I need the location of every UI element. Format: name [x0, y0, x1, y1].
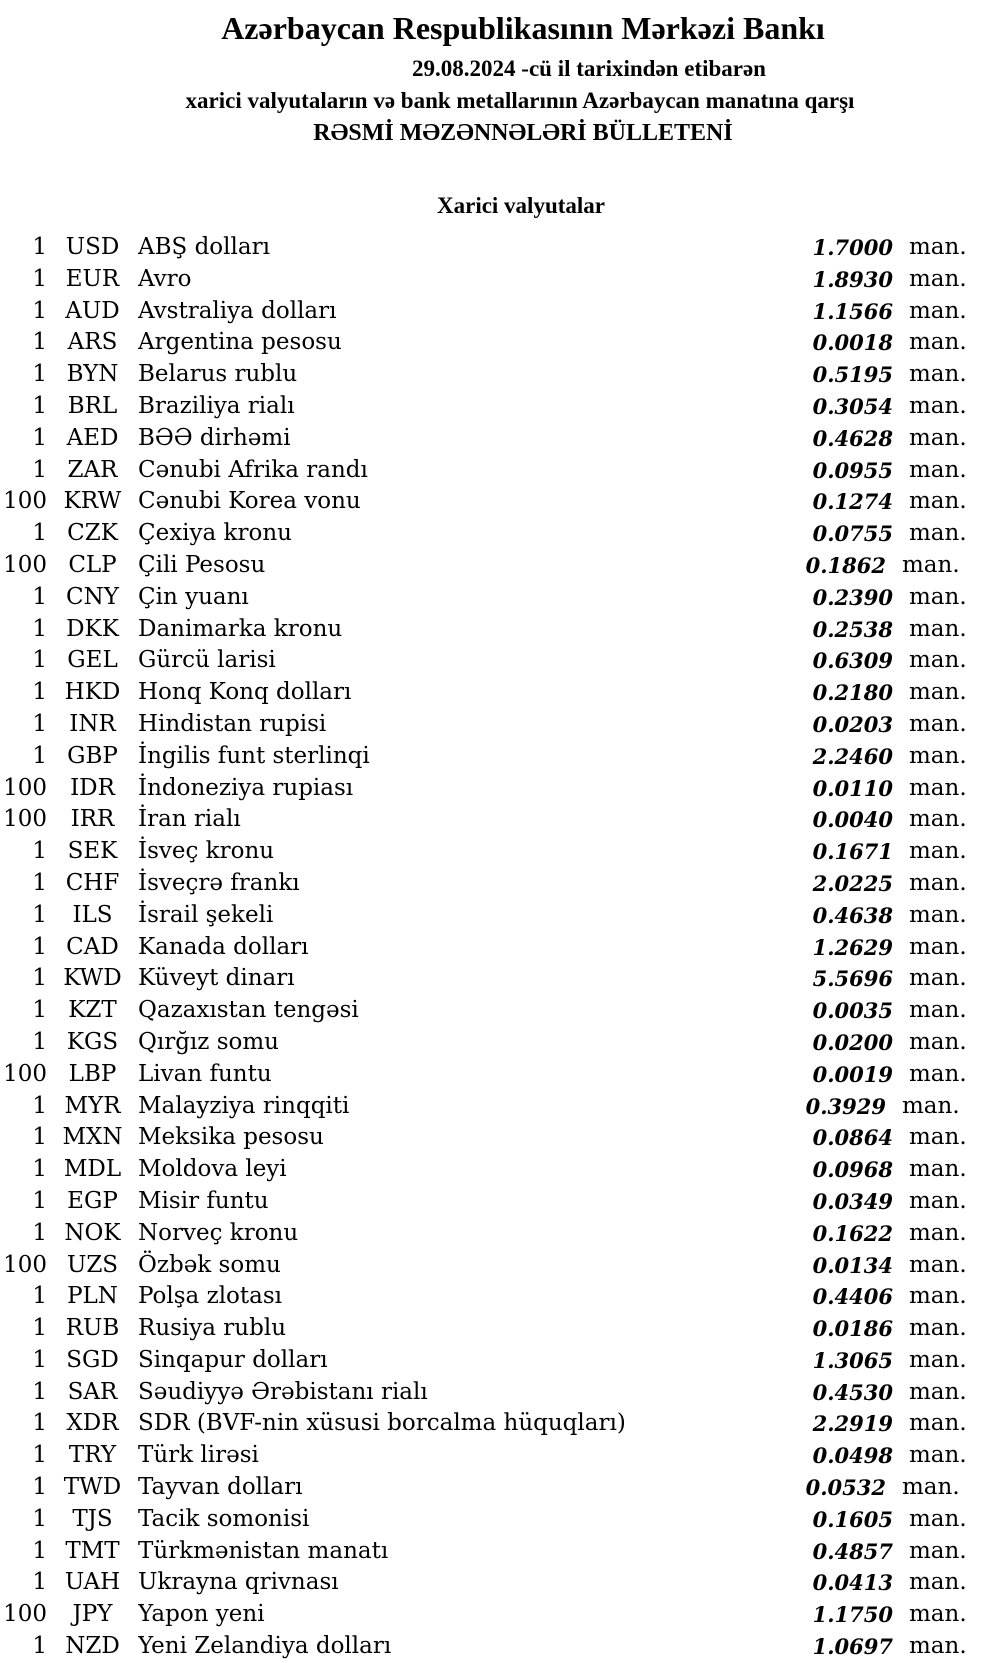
- qty-cell: 1: [32, 1633, 47, 1660]
- qty-cell: 1: [32, 456, 47, 483]
- rate-row: [0, 709, 1000, 741]
- name-cell: BƏƏ dirhəmi: [138, 424, 291, 451]
- qty-cell: 1: [32, 1537, 47, 1564]
- rate-row: [0, 264, 1000, 296]
- qty-cell: 1: [32, 1283, 47, 1310]
- rate-cell: 0.0203: [812, 711, 893, 737]
- rate-row: [0, 1250, 1000, 1282]
- unit-cell: man.: [909, 1346, 967, 1373]
- code-cell: USD: [65, 234, 120, 260]
- name-cell: Hindistan rupisi: [138, 710, 327, 737]
- rate-row: [0, 836, 1000, 868]
- name-cell: Avro: [138, 265, 192, 292]
- name-cell: Kanada dolları: [138, 933, 309, 960]
- qty-cell: 1: [32, 1124, 47, 1151]
- unit-cell: man.: [909, 1283, 967, 1310]
- unit-cell: man.: [909, 742, 967, 769]
- unit-cell: man.: [909, 647, 967, 674]
- unit-cell: man.: [909, 965, 967, 992]
- rate-row: [0, 518, 1000, 550]
- rate-row: [0, 486, 1000, 518]
- code-cell: KRW: [63, 488, 122, 515]
- code-cell: DKK: [66, 615, 119, 642]
- qty-cell: 1: [32, 424, 47, 451]
- code-cell: GEL: [67, 647, 118, 674]
- rate-cell: 0.1274: [812, 489, 893, 515]
- name-cell: Avstraliya dolları: [138, 297, 337, 324]
- unit-cell: man.: [909, 329, 967, 356]
- qty-cell: 1: [32, 520, 47, 547]
- qty-cell: 1: [32, 1156, 47, 1183]
- unit-cell: man.: [909, 583, 967, 610]
- name-cell: Qazaxıstan tengəsi: [138, 997, 359, 1024]
- rate-row: [0, 868, 1000, 900]
- rate-cell: 0.0186: [812, 1316, 893, 1342]
- code-cell: RUB: [65, 1315, 120, 1342]
- name-cell: SDR (BVF-nin xüsusi borcalma hüquqları): [138, 1410, 626, 1437]
- qty-cell: 1: [32, 1442, 47, 1469]
- unit-cell: man.: [909, 488, 967, 515]
- rate-cell: 0.4628: [812, 425, 893, 451]
- code-cell: TRY: [68, 1442, 117, 1469]
- qty-cell: 1: [32, 1474, 47, 1501]
- rate-row: [0, 582, 1000, 614]
- qty-cell: 1: [32, 965, 47, 992]
- qty-cell: 100: [3, 1251, 47, 1278]
- rate-cell: 0.0413: [812, 1570, 893, 1596]
- unit-cell: man.: [909, 901, 967, 928]
- rate-cell: 2.0225: [812, 870, 893, 896]
- rate-row: [0, 932, 1000, 964]
- rate-row: [0, 1313, 1000, 1345]
- name-cell: Braziliya rialı: [138, 392, 295, 419]
- qty-cell: 1: [32, 1505, 47, 1532]
- rate-cell: 0.0134: [812, 1252, 893, 1278]
- name-cell: İsrail şekeli: [138, 901, 274, 928]
- code-cell: AED: [66, 424, 119, 451]
- code-cell: EGP: [67, 1187, 118, 1214]
- name-cell: Yapon yeni: [138, 1601, 265, 1628]
- name-cell: Belarus rublu: [138, 361, 298, 388]
- rate-cell: 0.4857: [812, 1538, 893, 1564]
- qty-cell: 1: [32, 710, 47, 737]
- qty-cell: 1: [32, 742, 47, 769]
- name-cell: Livan funtu: [138, 1060, 272, 1087]
- qty-cell: 1: [32, 361, 47, 388]
- rate-row: [0, 1408, 1000, 1440]
- qty-cell: 1: [32, 265, 47, 292]
- qty-cell: 100: [3, 551, 47, 578]
- unit-cell: man.: [909, 392, 967, 419]
- unit-cell: man.: [909, 1569, 967, 1596]
- rate-cell: 0.0968: [812, 1157, 893, 1183]
- unit-cell: man.: [909, 615, 967, 642]
- code-cell: NOK: [64, 1219, 121, 1246]
- rate-cell: 0.0110: [812, 775, 893, 801]
- unit-cell: man.: [909, 1410, 967, 1437]
- unit-cell: man.: [909, 1505, 967, 1532]
- qty-cell: 1: [32, 1219, 47, 1246]
- name-cell: Küveyt dinarı: [138, 965, 295, 992]
- code-cell: ARS: [67, 329, 118, 356]
- scope-line: xarici valyutaların və bank metallarının Azərbaycan manatına qarşı: [185, 88, 855, 113]
- rate-row: [0, 296, 1000, 328]
- rate-row: [0, 1472, 1000, 1504]
- rate-cell: 1.0697: [812, 1634, 893, 1660]
- rate-row: [0, 900, 1000, 932]
- rate-cell: 0.2390: [812, 584, 893, 610]
- qty-cell: 1: [32, 1378, 47, 1405]
- rate-cell: 0.0755: [812, 521, 893, 547]
- qty-cell: 1: [32, 392, 47, 419]
- rate-row: [0, 1599, 1000, 1631]
- rate-row: [0, 804, 1000, 836]
- name-cell: Türk lirəsi: [138, 1442, 259, 1469]
- qty-cell: 100: [3, 488, 47, 515]
- unit-cell: man.: [909, 710, 967, 737]
- rate-cell: 0.4530: [812, 1379, 893, 1405]
- code-cell: SAR: [67, 1378, 118, 1405]
- unit-cell: man.: [909, 456, 967, 483]
- rate-cell: 1.8930: [812, 266, 893, 292]
- code-cell: INR: [69, 710, 116, 737]
- unit-cell: man.: [909, 1633, 967, 1660]
- rate-cell: 0.1671: [812, 839, 893, 865]
- unit-cell: man.: [909, 1315, 967, 1342]
- name-cell: Çexiya kronu: [138, 520, 292, 547]
- code-cell: AUD: [65, 297, 120, 324]
- rate-cell: 0.3929: [805, 1093, 886, 1119]
- rate-cell: 0.4638: [812, 902, 893, 928]
- rate-row: [0, 1345, 1000, 1377]
- code-cell: KWD: [63, 965, 122, 992]
- unit-cell: man.: [909, 933, 967, 960]
- unit-cell: man.: [909, 997, 967, 1024]
- unit-cell: man.: [909, 1187, 967, 1214]
- rate-row: [0, 741, 1000, 773]
- rate-cell: 0.0532: [805, 1475, 886, 1501]
- rate-cell: 1.1566: [812, 298, 893, 324]
- name-cell: Cənubi Afrika randı: [138, 456, 368, 483]
- code-cell: BRL: [67, 392, 118, 419]
- name-cell: Tayvan dolları: [138, 1474, 303, 1501]
- qty-cell: 1: [32, 933, 47, 960]
- qty-cell: 100: [3, 1060, 47, 1087]
- rate-cell: 1.1750: [812, 1602, 893, 1628]
- section-title-foreign-currencies: Xarici valyutalar: [437, 193, 605, 218]
- code-cell: LBP: [68, 1060, 117, 1087]
- code-cell: TMT: [65, 1537, 120, 1564]
- name-cell: Gürcü larisi: [138, 647, 276, 674]
- rate-cell: 0.0040: [812, 807, 893, 833]
- unit-cell: man.: [902, 1474, 960, 1501]
- rate-cell: 0.1605: [812, 1506, 893, 1532]
- code-cell: MDL: [63, 1156, 122, 1183]
- bulletin-title: RƏSMİ MƏZƏNNƏLƏRİ BÜLLETENİ: [313, 120, 733, 146]
- qty-cell: 1: [32, 1569, 47, 1596]
- rate-row: [0, 1027, 1000, 1059]
- code-cell: BYN: [66, 361, 119, 388]
- qty-cell: 1: [32, 615, 47, 642]
- qty-cell: 100: [3, 806, 47, 833]
- name-cell: Özbək somu: [138, 1251, 281, 1278]
- rate-row: [0, 963, 1000, 995]
- rate-row: [0, 1091, 1000, 1123]
- name-cell: İsveçrə frankı: [138, 869, 300, 896]
- code-cell: CAD: [66, 933, 119, 960]
- name-cell: İsveç kronu: [138, 838, 275, 865]
- rate-row: [0, 423, 1000, 455]
- qty-cell: 1: [32, 1028, 47, 1055]
- name-cell: Qırğız somu: [138, 1028, 279, 1055]
- unit-cell: man.: [909, 265, 967, 292]
- code-cell: GBP: [67, 742, 118, 769]
- name-cell: Çili Pesosu: [138, 551, 266, 578]
- rate-cell: 0.2538: [812, 616, 893, 642]
- qty-cell: 1: [32, 901, 47, 928]
- unit-cell: man.: [909, 1219, 967, 1246]
- name-cell: Sinqapur dolları: [138, 1346, 328, 1373]
- code-cell: MYR: [64, 1092, 121, 1119]
- rate-row: [0, 1440, 1000, 1472]
- qty-cell: 100: [3, 774, 47, 801]
- qty-cell: 1: [32, 1187, 47, 1214]
- name-cell: Malayziya rinqqiti: [138, 1092, 350, 1119]
- rate-cell: 0.6309: [812, 648, 893, 674]
- code-cell: CHF: [65, 869, 120, 896]
- name-cell: Meksika pesosu: [138, 1124, 324, 1151]
- rate-row: [0, 1059, 1000, 1091]
- qty-cell: 1: [32, 869, 47, 896]
- unit-cell: man.: [909, 1601, 967, 1628]
- unit-cell: man.: [909, 361, 967, 388]
- unit-cell: man.: [909, 234, 967, 260]
- unit-cell: man.: [909, 1251, 967, 1278]
- qty-cell: 1: [32, 1346, 47, 1373]
- name-cell: Danimarka kronu: [138, 615, 343, 642]
- name-cell: Honq Konq dolları: [138, 679, 352, 706]
- rate-row: [0, 1154, 1000, 1186]
- rate-row: [0, 614, 1000, 646]
- code-cell: HKD: [64, 679, 121, 706]
- unit-cell: man.: [909, 679, 967, 706]
- rates-table: [0, 232, 1000, 1663]
- rate-cell: 0.1622: [812, 1220, 893, 1246]
- name-cell: Polşa zlotası: [138, 1283, 283, 1310]
- qty-cell: 1: [32, 1092, 47, 1119]
- rate-cell: 0.0200: [812, 1029, 893, 1055]
- rate-cell: 0.4406: [812, 1284, 893, 1310]
- rate-row: [0, 455, 1000, 487]
- name-cell: Misir funtu: [138, 1187, 269, 1214]
- unit-cell: man.: [902, 1092, 960, 1119]
- code-cell: MXN: [62, 1124, 123, 1151]
- code-cell: ILS: [72, 901, 113, 928]
- rate-row: [0, 645, 1000, 677]
- name-cell: Cənubi Korea vonu: [138, 488, 361, 515]
- qty-cell: 1: [32, 838, 47, 865]
- unit-cell: man.: [909, 424, 967, 451]
- rate-cell: 0.0019: [812, 1061, 893, 1087]
- rate-row: [0, 773, 1000, 805]
- rate-cell: 0.5195: [812, 362, 893, 388]
- code-cell: KGS: [66, 1028, 119, 1055]
- code-cell: CNY: [66, 583, 119, 610]
- unit-cell: man.: [909, 1060, 967, 1087]
- effective-date-line: 29.08.2024 -cü il tarixindən etibarən: [412, 56, 766, 81]
- name-cell: Moldova leyi: [138, 1156, 287, 1183]
- code-cell: NZD: [65, 1633, 120, 1660]
- rate-cell: 0.0498: [812, 1443, 893, 1469]
- unit-cell: man.: [909, 1442, 967, 1469]
- code-cell: XDR: [66, 1410, 119, 1437]
- code-cell: ZAR: [67, 456, 118, 483]
- rate-row: [0, 995, 1000, 1027]
- name-cell: Norveç kronu: [138, 1219, 299, 1246]
- code-cell: IDR: [70, 774, 115, 801]
- rate-row: [0, 1377, 1000, 1409]
- unit-cell: man.: [909, 1124, 967, 1151]
- unit-cell: man.: [909, 1537, 967, 1564]
- rate-cell: 1.3065: [812, 1347, 893, 1373]
- code-cell: TWD: [63, 1474, 122, 1501]
- name-cell: Türkmənistan manatı: [138, 1537, 389, 1564]
- name-cell: Yeni Zelandiya dolları: [138, 1633, 392, 1660]
- rate-cell: 0.1862: [805, 552, 886, 578]
- rate-row: [0, 677, 1000, 709]
- code-cell: CZK: [67, 520, 118, 547]
- unit-cell: man.: [909, 774, 967, 801]
- qty-cell: 1: [32, 297, 47, 324]
- qty-cell: 1: [32, 583, 47, 610]
- name-cell: Argentina pesosu: [138, 329, 342, 356]
- unit-cell: man.: [909, 869, 967, 896]
- qty-cell: 1: [32, 234, 47, 260]
- name-cell: Səudiyyə Ərəbistanı rialı: [138, 1378, 428, 1405]
- unit-cell: man.: [909, 806, 967, 833]
- name-cell: Ukrayna qrivnası: [138, 1569, 339, 1596]
- qty-cell: 1: [32, 1410, 47, 1437]
- code-cell: SGD: [66, 1346, 119, 1373]
- unit-cell: man.: [909, 838, 967, 865]
- name-cell: İngilis funt sterlinqi: [138, 742, 370, 769]
- qty-cell: 1: [32, 679, 47, 706]
- code-cell: UAH: [64, 1569, 121, 1596]
- code-cell: IRR: [70, 806, 115, 833]
- name-cell: Çin yuanı: [138, 583, 249, 610]
- code-cell: JPY: [72, 1601, 113, 1628]
- rate-row: [0, 1536, 1000, 1568]
- rate-cell: 5.5696: [812, 966, 893, 992]
- name-cell: ABŞ dolları: [138, 234, 270, 260]
- name-cell: İran rialı: [138, 806, 241, 833]
- unit-cell: man.: [909, 1378, 967, 1405]
- rate-cell: 0.2180: [812, 680, 893, 706]
- rate-cell: 0.0955: [812, 457, 893, 483]
- rate-cell: 0.0035: [812, 998, 893, 1024]
- rate-row: [0, 391, 1000, 423]
- code-cell: TJS: [72, 1505, 113, 1532]
- qty-cell: 1: [32, 1315, 47, 1342]
- rate-row: [0, 1631, 1000, 1663]
- qty-cell: 1: [32, 647, 47, 674]
- rate-row: [0, 1218, 1000, 1250]
- unit-cell: man.: [902, 551, 960, 578]
- bank-title: Azərbaycan Respublikasının Mərkəzi Bankı: [221, 10, 825, 46]
- code-cell: KZT: [68, 997, 117, 1024]
- rate-row: [0, 359, 1000, 391]
- name-cell: Tacik somonisi: [138, 1505, 310, 1532]
- rate-cell: 0.3054: [812, 393, 893, 419]
- rate-cell: 1.2629: [812, 934, 893, 960]
- qty-cell: 1: [32, 997, 47, 1024]
- unit-cell: man.: [909, 1028, 967, 1055]
- rate-cell: 2.2460: [812, 743, 893, 769]
- code-cell: UZS: [66, 1251, 119, 1278]
- rate-cell: 0.0018: [812, 330, 893, 356]
- rate-row: [0, 327, 1000, 359]
- unit-cell: man.: [909, 297, 967, 324]
- code-cell: PLN: [67, 1283, 118, 1310]
- qty-cell: 1: [32, 329, 47, 356]
- rate-row: [0, 1186, 1000, 1218]
- name-cell: İndoneziya rupiası: [138, 774, 354, 801]
- rate-cell: 0.0864: [812, 1125, 893, 1151]
- rate-row: [0, 550, 1000, 582]
- unit-cell: man.: [909, 1156, 967, 1183]
- rate-row: [0, 1122, 1000, 1154]
- rate-cell: 2.2919: [812, 1411, 893, 1437]
- qty-cell: 100: [3, 1601, 47, 1628]
- rate-row: [0, 1281, 1000, 1313]
- rate-row: [0, 1567, 1000, 1599]
- name-cell: Rusiya rublu: [138, 1315, 287, 1342]
- code-cell: SEK: [67, 838, 118, 865]
- unit-cell: man.: [909, 520, 967, 547]
- rate-row: [0, 1504, 1000, 1536]
- rate-row: [0, 232, 1000, 264]
- rate-cell: 0.0349: [812, 1188, 893, 1214]
- code-cell: CLP: [68, 551, 117, 578]
- rate-cell: 1.7000: [812, 235, 893, 260]
- code-cell: EUR: [65, 265, 120, 292]
